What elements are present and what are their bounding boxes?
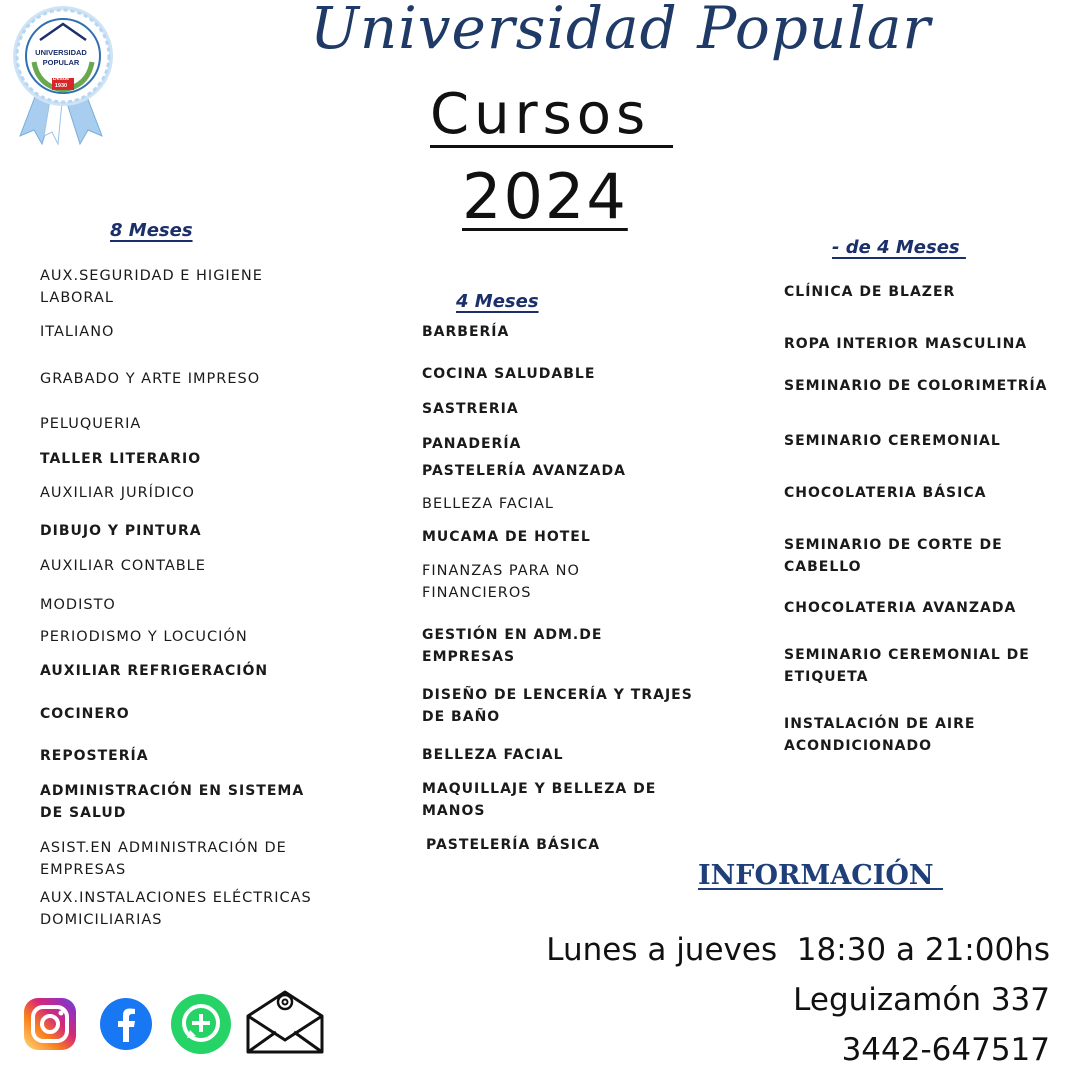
course-item: SEMINARIO DE COLORIMETRÍA [784, 378, 1048, 394]
course-item: CHOCOLATERIA BÁSICA [784, 485, 987, 501]
instagram-icon[interactable] [22, 996, 78, 1052]
course-item: CLÍNICA DE BLAZER [784, 284, 956, 300]
column-heading-8-meses: 8 Meses [110, 220, 193, 241]
course-item: TALLER LITERARIO [40, 451, 202, 467]
logo-text-line1: UNIVERSIDAD [35, 48, 87, 57]
course-item: CHOCOLATERIA AVANZADA [784, 600, 1017, 616]
logo-text-line3: Desde [52, 76, 70, 82]
course-item: AUX.INSTALACIONES ELÉCTRICAS DOMICILIARIAS [40, 890, 312, 928]
course-item: COCINA SALUDABLE [422, 366, 596, 382]
course-item: MAQUILLAJE Y BELLEZA DE MANOS [422, 781, 657, 819]
page-year: 2024 [462, 160, 628, 233]
email-icon[interactable] [244, 986, 326, 1056]
course-item: DISEÑO DE LENCERÍA Y TRAJES DE BAÑO [422, 687, 693, 725]
course-item: PERIODISMO Y LOCUCIÓN [40, 629, 248, 645]
course-item: SEMINARIO CEREMONIAL DE ETIQUETA [784, 647, 1030, 685]
course-item: MUCAMA DE HOTEL [422, 529, 591, 545]
course-item: AUXILIAR REFRIGERACIÓN [40, 663, 269, 679]
info-address: Leguizamón 337 [793, 982, 1050, 1018]
course-item: COCINERO [40, 706, 130, 722]
course-item: MODISTO [40, 597, 116, 613]
course-item: PANADERÍA [422, 436, 522, 452]
course-item: INSTALACIÓN DE AIRE ACONDICIONADO [784, 716, 976, 754]
info-heading: INFORMACIÓN [698, 860, 943, 891]
course-item: PASTELERÍA AVANZADA [422, 463, 626, 479]
course-item: FINANZAS PARA NO FINANCIEROS [422, 563, 580, 601]
course-item: GRABADO Y ARTE IMPRESO [40, 371, 261, 387]
course-item: ASIST.EN ADMINISTRACIÓN DE EMPRESAS [40, 840, 287, 878]
course-item: SEMINARIO CEREMONIAL [784, 433, 1001, 449]
logo-text-line2: POPULAR [42, 58, 80, 67]
course-item: BELLEZA FACIAL [422, 747, 564, 763]
universidad-popular-logo [6, 4, 116, 149]
course-item: REPOSTERÍA [40, 748, 149, 764]
course-item: PASTELERÍA BÁSICA [426, 837, 601, 853]
course-item: BELLEZA FACIAL [422, 496, 554, 512]
course-item: AUXILIAR JURÍDICO [40, 485, 195, 501]
course-item: DIBUJO Y PINTURA [40, 523, 202, 539]
facebook-icon[interactable] [98, 996, 154, 1052]
column-heading-menos-4-meses: - de 4 Meses [832, 237, 966, 258]
info-schedule: Lunes a jueves 18:30 a 21:00hs [546, 932, 1050, 968]
course-item: ITALIANO [40, 324, 115, 340]
course-item: GESTIÓN EN ADM.DE EMPRESAS [422, 627, 603, 665]
course-item: AUX.SEGURIDAD E HIGIENE LABORAL [40, 268, 263, 306]
course-item: PELUQUERIA [40, 416, 142, 432]
page-title: Cursos [430, 82, 674, 147]
brand-title: Universidad Popular [310, 0, 932, 62]
logo-text-line4: 1930 [54, 83, 68, 89]
info-phone: 3442-647517 [841, 1032, 1050, 1068]
course-item: SEMINARIO DE CORTE DE CABELLO [784, 537, 1003, 575]
course-item: BARBERÍA [422, 324, 510, 340]
course-item: ROPA INTERIOR MASCULINA [784, 336, 1028, 352]
course-item: AUXILIAR CONTABLE [40, 558, 206, 574]
course-item: ADMINISTRACIÓN EN SISTEMA DE SALUD [40, 783, 305, 821]
whatsapp-icon[interactable] [170, 993, 232, 1055]
column-heading-4-meses: 4 Meses [456, 291, 539, 312]
course-item: SASTRERIA [422, 401, 519, 417]
